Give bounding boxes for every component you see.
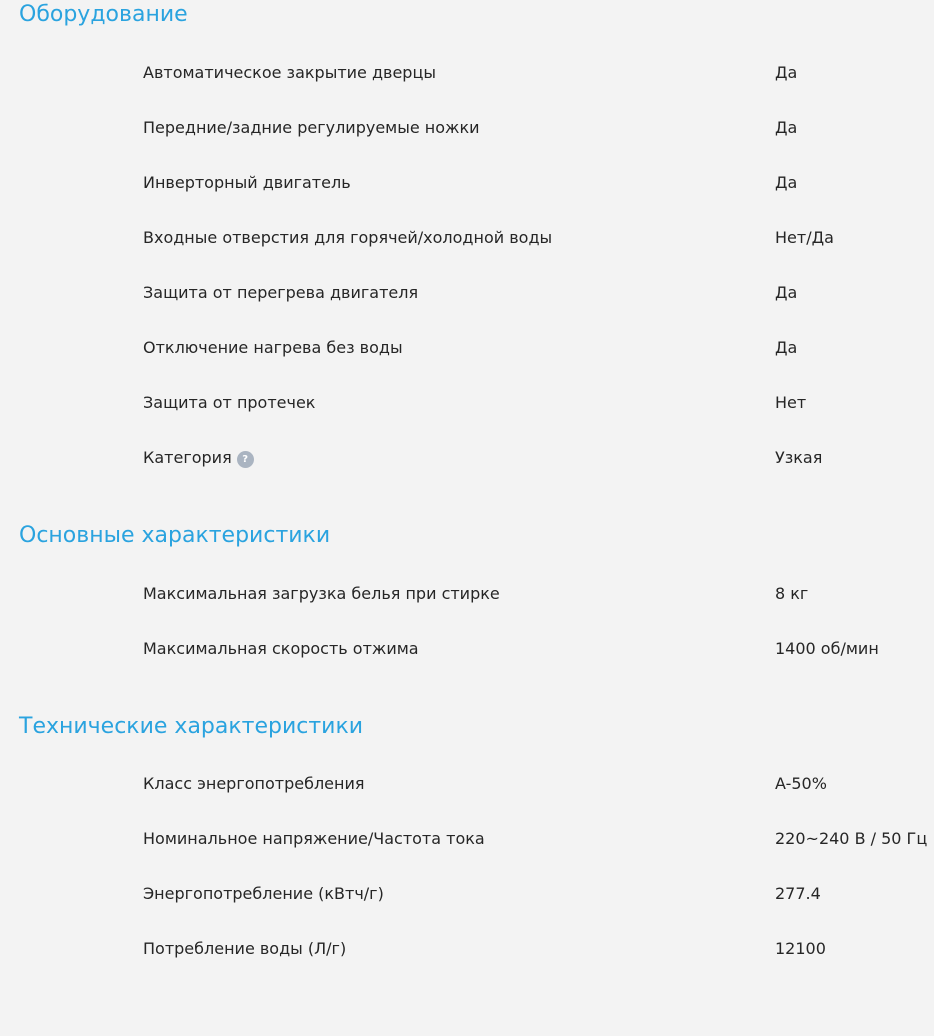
help-icon[interactable]: ? — [237, 451, 254, 468]
spec-row-inverter-motor — [0, 171, 934, 195]
spec-label: Входные отверстия для горячей/холодной воды — [143, 228, 553, 247]
spec-label: Отключение нагрева без воды — [143, 338, 403, 357]
section-title-main-specs: Основные характеристики — [19, 523, 331, 548]
spec-value: 12100 — [775, 939, 826, 958]
spec-label: Номинальное напряжение/Частота тока — [143, 829, 485, 848]
spec-label-text: Категория — [143, 448, 232, 467]
spec-value: 8 кг — [775, 584, 809, 603]
spec-value: 1400 об/мин — [775, 639, 879, 658]
spec-label: Защита от перегрева двигателя — [143, 283, 419, 302]
spec-value: Нет — [775, 393, 807, 412]
spec-value: Да — [775, 63, 798, 82]
spec-row-leak-protection — [0, 391, 934, 415]
spec-value: Да — [775, 338, 798, 357]
spec-row-voltage-frequency — [0, 827, 934, 851]
spec-value: Да — [775, 283, 798, 302]
spec-row-dry-heating-cutoff — [0, 336, 934, 360]
spec-value: 277.4 — [775, 884, 821, 903]
spec-label: Класс энергопотребления — [143, 774, 365, 793]
spec-label: Максимальная скорость отжима — [143, 639, 419, 658]
spec-label: Передние/задние регулируемые ножки — [143, 118, 480, 137]
spec-row-water-inlets — [0, 226, 934, 250]
spec-row-energy-consumption — [0, 882, 934, 906]
spec-value: Узкая — [775, 448, 823, 467]
section-title-technical-specs: Технические характеристики — [19, 714, 364, 739]
spec-value: Да — [775, 173, 798, 192]
spec-row-energy-class — [0, 772, 934, 796]
spec-label: Защита от протечек — [143, 393, 316, 412]
spec-row-max-spin-speed — [0, 637, 934, 661]
spec-value: A-50% — [775, 774, 827, 793]
spec-row-max-load — [0, 582, 934, 606]
spec-label: Потребление воды (Л/г) — [143, 939, 347, 958]
spec-label: Инверторный двигатель — [143, 173, 351, 192]
spec-row-water-consumption — [0, 937, 934, 961]
spec-row-adjustable-feet — [0, 116, 934, 140]
spec-row-motor-overheat-protection — [0, 281, 934, 305]
spec-row-auto-door-close — [0, 61, 934, 85]
spec-label: Энергопотребление (кВтч/г) — [143, 884, 384, 903]
section-title-equipment: Оборудование — [19, 2, 188, 27]
spec-value: 220~240 В / 50 Гц — [775, 829, 928, 848]
spec-label — [143, 446, 254, 470]
spec-label: Автоматическое закрытие дверцы — [143, 63, 436, 82]
spec-row-category — [0, 446, 934, 470]
spec-value: Нет/Да — [775, 228, 834, 247]
spec-label: Максимальная загрузка белья при стирке — [143, 584, 500, 603]
spec-value: Да — [775, 118, 798, 137]
